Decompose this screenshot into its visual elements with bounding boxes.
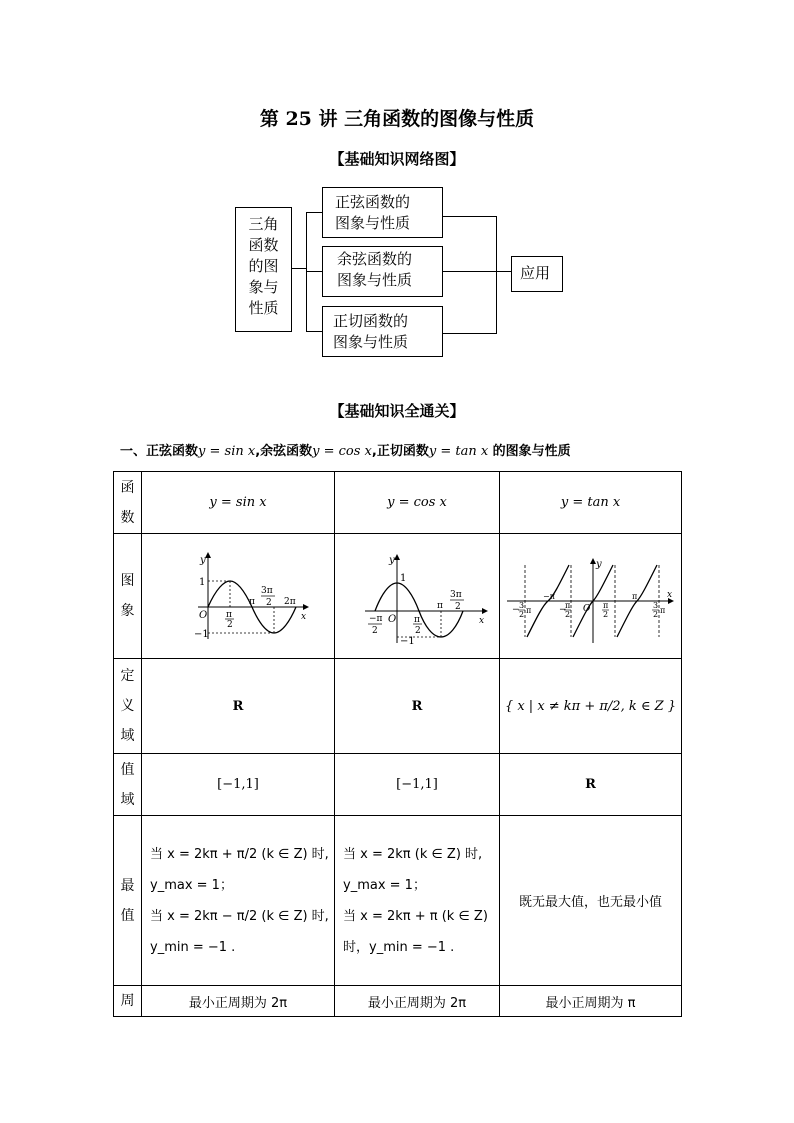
graph-label: x <box>301 612 307 622</box>
connector-line <box>443 333 496 334</box>
cell-domain-tan: { x | x ≠ kπ + π/2, k ∈ Z } <box>500 659 682 754</box>
table-row <box>114 754 682 816</box>
row-header-domain: 定 义 域 <box>114 659 142 754</box>
cell-func-tan: y = tan x <box>500 472 682 534</box>
cell-range-cos: [−1,1] <box>335 754 500 816</box>
graph-label: −1 <box>400 636 415 647</box>
cell-domain-cos: R <box>335 659 500 754</box>
table-row <box>114 986 682 1017</box>
section-heading-network: 【基础知识网络图】 <box>329 150 465 168</box>
tangent-graph <box>503 539 679 649</box>
properties-table <box>113 471 682 1017</box>
cell-domain-sin: R <box>142 659 335 754</box>
graph-label: 2 <box>372 626 378 636</box>
graph-label: O <box>388 614 397 625</box>
table-row <box>114 659 682 754</box>
graph-label: 3 <box>652 601 658 610</box>
sine-graph <box>158 539 318 649</box>
graph-label: O <box>582 604 590 614</box>
graph-label: 2 <box>518 610 524 619</box>
cell-period-cos: 最小正周期为 2π <box>335 986 500 1017</box>
diagram-node-application: 应用 <box>511 256 563 292</box>
graph-label: −π <box>369 614 383 624</box>
cell-range-sin: [−1,1] <box>142 754 335 816</box>
graph-label: π <box>564 601 570 610</box>
row-header-extreme: 最 值 <box>114 816 142 986</box>
cosine-graph <box>337 539 497 649</box>
graph-label: − <box>511 605 520 615</box>
cell-func-cos: y = cos x <box>335 472 500 534</box>
row-header-period: 周 <box>114 986 142 1017</box>
table-row <box>114 472 682 534</box>
diagram-main-node: 三角 函数 的图 象与 性质 <box>235 207 292 332</box>
graph-label: π <box>525 606 531 615</box>
row-header-range: 值 域 <box>114 754 142 816</box>
diagram-node-sine: 正弦函数的 图象与性质 <box>322 187 443 238</box>
graph-label: − <box>558 605 567 615</box>
connector-line <box>306 212 322 213</box>
graph-label: π <box>602 601 608 610</box>
graph-label: π <box>659 606 665 615</box>
diagram-node-cosine: 余弦函数的 图象与性质 <box>322 246 443 297</box>
graph-label: 2 <box>415 626 421 636</box>
graph-label: 2 <box>564 610 570 619</box>
graph-label: y <box>389 555 395 566</box>
intro-line: 一、正弦函数y = sin x,余弦函数y = cos x,正切函数y = tan x 的图象与性质 <box>120 444 571 459</box>
cell-extreme-cos: 当 x = 2kπ (k ∈ Z) 时, y_max = 1； 当 x = 2kπ + π (k ∈ Z) 时，y_min = −1 . <box>335 816 500 986</box>
connector-line <box>306 331 322 332</box>
connector-line <box>443 271 511 272</box>
graph-label: O <box>199 610 208 621</box>
connector-line <box>443 216 496 217</box>
graph-label: π <box>249 597 255 607</box>
graph-label: 2 <box>652 610 658 619</box>
graph-label: 2 <box>227 620 233 630</box>
diagram-node-tangent: 正切函数的 图象与性质 <box>322 306 443 357</box>
graph-label: 2π <box>284 597 296 607</box>
cell-period-sin: 最小正周期为 2π <box>142 986 335 1017</box>
page-title: 第 25 讲 三角函数的图像与性质 <box>259 108 535 130</box>
row-header-graph: 图 象 <box>114 534 142 659</box>
cell-graph-sin <box>142 534 335 659</box>
connector-line <box>306 271 322 272</box>
graph-label: π <box>437 601 443 611</box>
graph-label: 2 <box>455 602 461 612</box>
cell-extreme-tan: 既无最大值，也无最小值 <box>500 816 682 986</box>
graph-label: 2 <box>602 610 608 619</box>
cell-graph-tan <box>500 534 682 659</box>
table-row <box>114 816 682 986</box>
graph-label: −1 <box>194 629 209 640</box>
graph-label: y <box>200 555 206 566</box>
graph-label: x <box>479 616 485 626</box>
graph-label: π <box>631 592 637 601</box>
graph-label: 1 <box>199 577 206 588</box>
graph-label: −π <box>542 592 555 601</box>
table-row <box>114 534 682 659</box>
connector-line <box>306 212 307 332</box>
graph-label: 3 <box>518 601 524 610</box>
graph-label: 2 <box>266 598 272 608</box>
connector-line <box>292 268 306 269</box>
graph-label: π <box>226 610 232 620</box>
row-header-function: 函 数 <box>114 472 142 534</box>
graph-label: 1 <box>400 573 407 584</box>
cell-range-tan: R <box>500 754 682 816</box>
section-heading-basics: 【基础知识全通关】 <box>329 402 465 420</box>
cell-graph-cos <box>335 534 500 659</box>
cell-extreme-sin: 当 x = 2kπ + π/2 (k ∈ Z) 时, y_max = 1； 当 x = 2kπ − π/2 (k ∈ Z) 时, y_min = −1 . <box>142 816 335 986</box>
connector-line <box>496 216 497 334</box>
cell-func-sin: y = sin x <box>142 472 335 534</box>
graph-label: 3π <box>450 590 462 600</box>
graph-label: 3π <box>261 586 273 596</box>
graph-label: x <box>666 590 672 600</box>
graph-label: y <box>595 559 602 570</box>
cell-period-tan: 最小正周期为 π <box>500 986 682 1017</box>
graph-label: π <box>414 615 420 625</box>
